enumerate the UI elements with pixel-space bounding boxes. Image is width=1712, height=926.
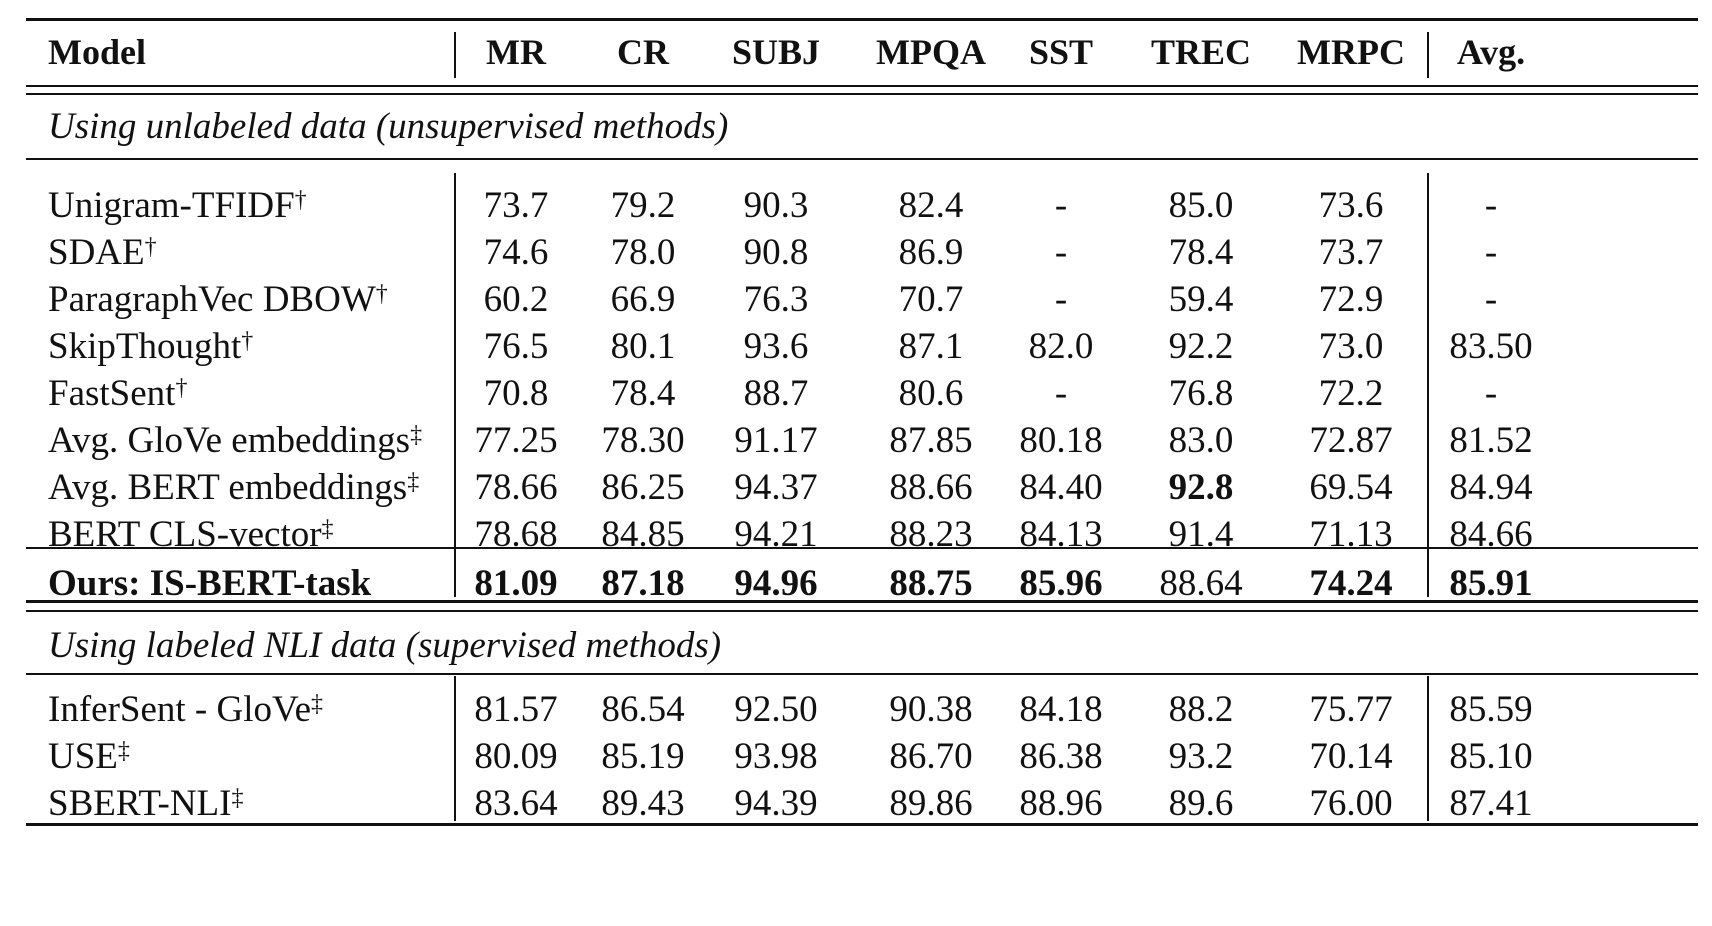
cell-avg: 84.66 bbox=[1449, 514, 1533, 555]
footnote-mark: † bbox=[241, 328, 254, 354]
cell-mr: 76.5 bbox=[483, 326, 549, 367]
model-name bbox=[48, 322, 488, 372]
cell-mpqa: 82.4 bbox=[898, 185, 964, 226]
model-name bbox=[48, 416, 488, 466]
cell-cr: 86.54 bbox=[601, 689, 685, 730]
cell-mrpc: 72.9 bbox=[1318, 279, 1384, 320]
table-row bbox=[26, 779, 1698, 829]
cell-mpqa: 88.66 bbox=[889, 467, 973, 508]
model-name bbox=[48, 181, 488, 231]
cell-mpqa: 88.23 bbox=[889, 514, 973, 555]
header-trec: TREC bbox=[1150, 32, 1252, 72]
cell-sst: 84.18 bbox=[1019, 689, 1103, 730]
header-double-rule-1 bbox=[26, 85, 1698, 87]
model-name-text: USE bbox=[48, 736, 118, 777]
cell-subj: 93.6 bbox=[743, 326, 809, 367]
cell-mrpc: 73.6 bbox=[1318, 185, 1384, 226]
model-name bbox=[48, 228, 488, 278]
table-row bbox=[26, 275, 1698, 325]
cell-avg: 83.50 bbox=[1449, 326, 1533, 367]
footnote-mark: ‡ bbox=[231, 785, 244, 811]
cell-mrpc: 76.00 bbox=[1309, 783, 1393, 824]
table-row bbox=[26, 369, 1698, 419]
header-mr: MR bbox=[486, 32, 546, 72]
table-row bbox=[26, 322, 1698, 372]
cell-subj: 94.37 bbox=[734, 467, 818, 508]
table-row bbox=[26, 416, 1698, 466]
cell-avg: 85.59 bbox=[1449, 689, 1533, 730]
footnote-mark: ‡ bbox=[311, 691, 324, 717]
model-name-text: BERT CLS-vector bbox=[48, 514, 322, 555]
footnote-mark: † bbox=[375, 281, 388, 307]
cell-sst: - bbox=[1054, 232, 1068, 273]
top-rule bbox=[26, 18, 1698, 21]
footnote-mark: ‡ bbox=[117, 738, 130, 764]
footnote-mark: † bbox=[294, 187, 307, 213]
cell-cr: 66.9 bbox=[610, 279, 676, 320]
cell-sst: 86.38 bbox=[1019, 736, 1103, 777]
cell-cr: 84.85 bbox=[601, 514, 685, 555]
footnote-mark: † bbox=[175, 375, 188, 401]
cell-trec: 83.0 bbox=[1168, 420, 1234, 461]
cell-sst: 82.0 bbox=[1028, 326, 1094, 367]
cell-mpqa: 90.38 bbox=[889, 689, 973, 730]
cell-mpqa: 86.70 bbox=[889, 736, 973, 777]
table-row bbox=[26, 510, 1698, 560]
cell-mr: 70.8 bbox=[483, 373, 549, 414]
cell-subj: 76.3 bbox=[743, 279, 809, 320]
model-name-text: SBERT-NLI bbox=[48, 783, 232, 824]
footnote-mark: † bbox=[144, 234, 157, 260]
cell-trec: 88.2 bbox=[1168, 689, 1234, 730]
model-name-text: SDAE bbox=[48, 232, 145, 273]
cell-mr: 74.6 bbox=[483, 232, 549, 273]
footnote-mark: ‡ bbox=[321, 516, 334, 542]
cell-mrpc: 73.0 bbox=[1318, 326, 1384, 367]
model-name bbox=[48, 369, 488, 419]
cell-cr: 78.4 bbox=[610, 373, 676, 414]
cell-mr: 80.09 bbox=[474, 736, 558, 777]
cell-mrpc: 72.2 bbox=[1318, 373, 1384, 414]
cell-trec: 76.8 bbox=[1168, 373, 1234, 414]
cell-mr: 78.68 bbox=[474, 514, 558, 555]
cell-cr: 78.0 bbox=[610, 232, 676, 273]
model-name-text: Unigram-TFIDF bbox=[48, 185, 295, 226]
cell-trec: 93.2 bbox=[1168, 736, 1234, 777]
section-title-supervised: Using labeled NLI data (supervised methods) bbox=[48, 625, 722, 666]
header-double-rule-2 bbox=[26, 93, 1698, 95]
cell-mr: 77.25 bbox=[474, 420, 558, 461]
section1-rule bbox=[26, 158, 1698, 160]
header-mpqa: MPQA bbox=[876, 32, 986, 72]
model-name bbox=[48, 275, 488, 325]
cell-sst: 80.18 bbox=[1019, 420, 1103, 461]
model-name-text: ParagraphVec DBOW bbox=[48, 279, 376, 320]
cell-sst: 85.96 bbox=[1019, 563, 1103, 604]
header-cr: CR bbox=[617, 32, 669, 72]
cell-mr: 81.57 bbox=[474, 689, 558, 730]
cell-subj: 94.39 bbox=[734, 783, 818, 824]
cell-subj: 92.50 bbox=[734, 689, 818, 730]
table-row bbox=[26, 181, 1698, 231]
cell-mpqa: 80.6 bbox=[898, 373, 964, 414]
cell-mr: 73.7 bbox=[483, 185, 549, 226]
model-name-text: Ours: IS-BERT-task bbox=[48, 563, 372, 604]
cell-sst: - bbox=[1054, 279, 1068, 320]
cell-cr: 86.25 bbox=[601, 467, 685, 508]
cell-mrpc: 75.77 bbox=[1309, 689, 1393, 730]
cell-trec: 78.4 bbox=[1168, 232, 1234, 273]
model-name bbox=[48, 779, 488, 829]
model-name bbox=[48, 732, 488, 782]
cell-mpqa: 88.75 bbox=[889, 563, 973, 604]
cell-trec: 85.0 bbox=[1168, 185, 1234, 226]
table-row bbox=[26, 228, 1698, 278]
cell-avg: - bbox=[1484, 279, 1498, 320]
cell-sst: - bbox=[1054, 185, 1068, 226]
cell-avg: 85.10 bbox=[1449, 736, 1533, 777]
cell-sst: - bbox=[1054, 373, 1068, 414]
model-name bbox=[48, 685, 488, 735]
cell-trec: 91.4 bbox=[1168, 514, 1234, 555]
cell-mrpc: 73.7 bbox=[1318, 232, 1384, 273]
model-name bbox=[48, 559, 488, 609]
cell-cr: 87.18 bbox=[601, 563, 685, 604]
cell-mpqa: 89.86 bbox=[889, 783, 973, 824]
cell-subj: 91.17 bbox=[734, 420, 818, 461]
section-double-rule-2 bbox=[26, 610, 1698, 612]
cell-trec: 89.6 bbox=[1168, 783, 1234, 824]
cell-subj: 93.98 bbox=[734, 736, 818, 777]
ours-row bbox=[26, 559, 1698, 609]
cell-avg: 85.91 bbox=[1449, 563, 1533, 604]
model-name-text: SkipThought bbox=[48, 326, 242, 367]
cell-avg: - bbox=[1484, 232, 1498, 273]
model-name-text: Avg. GloVe embeddings bbox=[48, 420, 411, 461]
cell-cr: 80.1 bbox=[610, 326, 676, 367]
header-row bbox=[26, 27, 1698, 77]
table-row bbox=[26, 463, 1698, 513]
cell-trec: 92.8 bbox=[1168, 467, 1234, 508]
model-name-text: InferSent - GloVe bbox=[48, 689, 312, 730]
cell-trec: 59.4 bbox=[1168, 279, 1234, 320]
model-name-text: FastSent bbox=[48, 373, 176, 414]
cell-mr: 60.2 bbox=[483, 279, 549, 320]
footnote-mark: ‡ bbox=[407, 469, 420, 495]
header-model: Model bbox=[48, 32, 146, 72]
cell-mrpc: 71.13 bbox=[1309, 514, 1393, 555]
cell-mrpc: 70.14 bbox=[1309, 736, 1393, 777]
header-subj: SUBJ bbox=[731, 32, 821, 72]
cell-mr: 78.66 bbox=[474, 467, 558, 508]
cell-mpqa: 70.7 bbox=[898, 279, 964, 320]
footnote-mark: ‡ bbox=[410, 422, 423, 448]
cell-subj: 88.7 bbox=[743, 373, 809, 414]
model-name-text: Avg. BERT embeddings bbox=[48, 467, 408, 508]
section-title-unsupervised: Using unlabeled data (unsupervised methods) bbox=[48, 106, 729, 147]
cell-mpqa: 86.9 bbox=[898, 232, 964, 273]
table-row bbox=[26, 732, 1698, 782]
cell-avg: - bbox=[1484, 373, 1498, 414]
cell-avg: 87.41 bbox=[1449, 783, 1533, 824]
header-mrpc: MRPC bbox=[1297, 32, 1405, 72]
header-avg: Avg. bbox=[1456, 32, 1526, 72]
cell-trec: 92.2 bbox=[1168, 326, 1234, 367]
cell-sst: 84.13 bbox=[1019, 514, 1103, 555]
model-name bbox=[48, 510, 488, 560]
cell-mrpc: 72.87 bbox=[1309, 420, 1393, 461]
cell-mpqa: 87.85 bbox=[889, 420, 973, 461]
cell-trec: 88.64 bbox=[1159, 563, 1243, 604]
cell-cr: 89.43 bbox=[601, 783, 685, 824]
header-sst: SST bbox=[1028, 32, 1094, 72]
cell-mpqa: 87.1 bbox=[898, 326, 964, 367]
cell-avg: 81.52 bbox=[1449, 420, 1533, 461]
cell-sst: 88.96 bbox=[1019, 783, 1103, 824]
cell-subj: 94.21 bbox=[734, 514, 818, 555]
cell-mr: 81.09 bbox=[474, 563, 558, 604]
cell-cr: 79.2 bbox=[610, 185, 676, 226]
section2-rule bbox=[26, 673, 1698, 675]
cell-cr: 78.30 bbox=[601, 420, 685, 461]
cell-mrpc: 74.24 bbox=[1309, 563, 1393, 604]
cell-cr: 85.19 bbox=[601, 736, 685, 777]
cell-subj: 90.8 bbox=[743, 232, 809, 273]
cell-subj: 90.3 bbox=[743, 185, 809, 226]
cell-sst: 84.40 bbox=[1019, 467, 1103, 508]
cell-mrpc: 69.54 bbox=[1309, 467, 1393, 508]
cell-avg: 84.94 bbox=[1449, 467, 1533, 508]
cell-mr: 83.64 bbox=[474, 783, 558, 824]
cell-avg: - bbox=[1484, 185, 1498, 226]
model-name bbox=[48, 463, 488, 513]
cell-subj: 94.96 bbox=[734, 563, 818, 604]
table-row bbox=[26, 685, 1698, 735]
